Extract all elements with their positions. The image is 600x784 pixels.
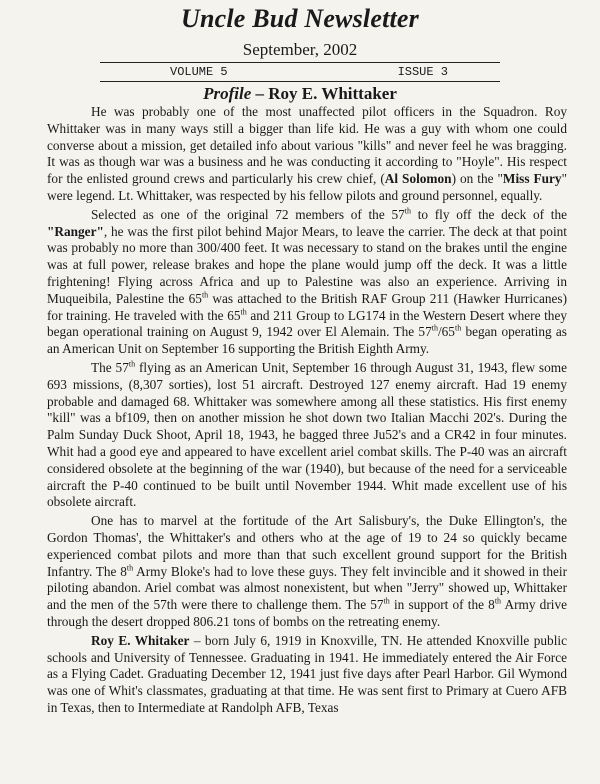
- text-run: , he was the first pilot behind Major Mears, to leave the carrier. The deck at that point was probably no more than 300/400 feet. It was necessary to stand on the brakes until the engine was at full power, release brakes and hope the plane would jump off the deck. It was a little frightening! Flying across Africa and up to Palestine was also an experience. Arriving in Muqueibila, Palestine the 65: [47, 223, 567, 306]
- profile-heading-dash: –: [251, 84, 269, 103]
- text-run: – born July 6, 1919 in Knoxville, TN. He attended Knoxville public schools and University of Tennessee. Graduating in 1941. He immediately entered the Air Force as a Flying Cadet. Graduating December 12, 1941 just five days after Pearl Harbor. Gil Wymond was one of Whit's classmates, graduating at that time. He was sent first to Primary at Cuero AFB in Texas, then to Intermediate at Randolph AFB, Texas: [47, 632, 567, 715]
- profile-heading: [0, 84, 600, 104]
- article-paragraph: [47, 513, 567, 631]
- text-run: to fly off the deck of the: [410, 206, 567, 222]
- issue-date: September, 2002: [242, 40, 358, 59]
- article-paragraph: [47, 360, 567, 511]
- ordinal-suffix: th: [383, 596, 390, 606]
- text-run: " were legend. Lt. Whittaker, was respected by his fellow pilots and ground personnel, equally.: [47, 171, 567, 203]
- ordinal-suffix: th: [454, 323, 462, 333]
- ordinal-suffix: th: [431, 323, 438, 333]
- article-paragraph: [47, 104, 567, 205]
- newsletter-title: Uncle Bud Newsletter: [181, 4, 419, 33]
- text-run: Selected as one of the original 72 members of the 57: [91, 206, 405, 222]
- volume-label: VOLUME 5: [170, 65, 228, 79]
- bold-text: Roy E. Whitaker: [91, 632, 190, 648]
- text-run: The 57: [91, 359, 129, 375]
- volume-issue-bar: [100, 62, 500, 82]
- profile-heading-name: Roy E. Whittaker: [268, 84, 397, 103]
- text-run: One has to marvel at the fortitude of the Art Salisbury's, the Duke Ellington's, the Gordon Thomas', the Whittaker's and others who at the age of 19 to 24 so quickly became experienced combat pilots and more than that such excellent ground support for the British Infantry. The 8: [47, 513, 567, 579]
- text-run: in support of the 8: [389, 597, 495, 613]
- text-run: /65: [437, 324, 455, 340]
- issue-label: ISSUE 3: [397, 65, 448, 79]
- text-run: was attached to the British RAF Group 211 (Hawker Hurricanes) for training. He traveled with the 65: [47, 290, 567, 323]
- text-run: flying as an American Unit, September 16 through August 31, 1943, flew some 693 missions, (8,307 sorties), lost 51 aircraft. Destroyed 127 enemy aircraft. Had 19 enemy probable and damaged 68. Whittaker was somewhere among all these statistics. His first enemy "kill" was a bf109, then on another mission he shot down two Italian Macchi 202's. During the Palm Sunday Duck Shoot, April 18, 1943, he bagged three Ju52's and a CR42 in four minutes. Whit had a good eye and appeared to have excellent ariel combat skills. The P-40 was an aircraft considered obsolete at the beginning of the war (1940), but because of the need for a serviceable aircraft the P-40 continued to be built until November 1944. Whit made excellent use of his obsolete aircraft.: [47, 359, 567, 510]
- text-run: Army Bloke's had to love these guys. They felt invincible and it showed in their piloting abandon. Ariel combat was almost nonexistent, but when "Jerry" showed up, Whittaker and the men of the 57th were there to challenge them. The 57: [47, 563, 567, 613]
- ordinal-suffix: th: [240, 307, 247, 317]
- ordinal-suffix: th: [404, 206, 411, 216]
- ordinal-suffix: th: [128, 359, 136, 369]
- article-body: [47, 104, 567, 717]
- ordinal-suffix: th: [126, 563, 134, 573]
- bold-text: Miss Fury: [502, 171, 562, 187]
- text-run: began operating as an American Unit on September 16 supporting the British Eighth Army.: [47, 324, 567, 357]
- text-run: ) on the ": [451, 171, 503, 187]
- profile-heading-lead: Profile: [203, 84, 252, 103]
- bold-text: Al Solomon: [384, 171, 452, 187]
- text-run: He was probably one of the most unaffected pilot officers in the Squadron. Roy Whittaker was in many ways still a bigger than life kid. He was a guy with whom one could converse about a mission, get detailed info about various "kills" and never feel he was bragging. It was as though war was a business and he was conducting it according to "Hoyle". His respect for the enlisted ground crews and particularly his crew chief, (: [47, 104, 567, 187]
- ordinal-suffix: th: [494, 596, 502, 606]
- ordinal-suffix: th: [201, 290, 209, 300]
- article-paragraph: [47, 633, 567, 717]
- article-paragraph: [47, 207, 567, 358]
- text-run: and 211 Group to LG174 in the Western Desert where they began operational training on August 9, 1942 over El Alemain. The 57: [47, 307, 567, 340]
- text-run: Army drive through the desert dropped 806.21 tons of bombs on the retreating enemy.: [47, 597, 567, 629]
- bold-text: "Ranger": [47, 223, 104, 239]
